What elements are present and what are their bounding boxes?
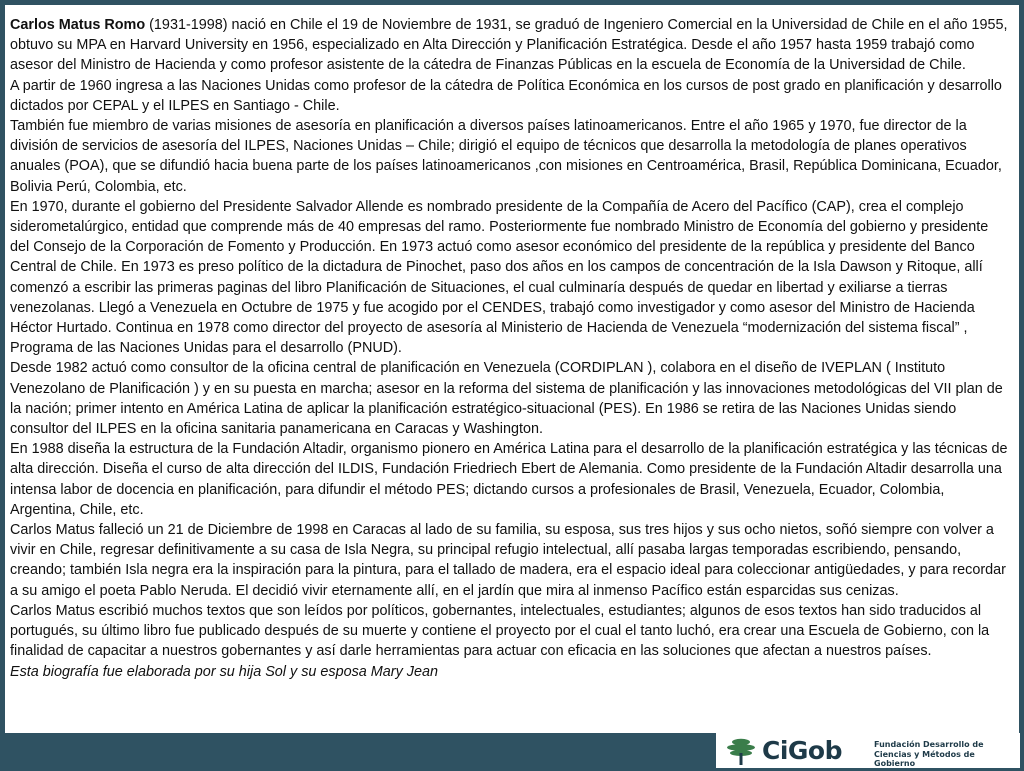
paragraph-altadir: En 1988 diseña la estructura de la Fundación Altadir, organismo pionero en América Latina para el desarrollo de la planificación estratégica y las técnicas de alta dirección. Diseña el curso de alta dirección del ILDIS, Fundación Friedriech Ebert de Alemania. Como presidente de la Fundación Altadir desarrolla una intensa labor de docencia en planificación, para difundir el método PES; dictando cursos a profesionales de Brasil, Venezuela, Ecuador, Colombia, Argentina, Chile, etc. bbox=[10, 441, 1008, 518]
subject-name: Carlos Matus Romo bbox=[10, 17, 146, 33]
paragraph-allende-government: En 1970, durante el gobierno del Presidente Salvador Allende es nombrado presidente de la Compañía de Acero del Pacífico (CAP), crea el complejo siderometalúrgico, entidad que comprende más de 40 empresas del ramo. Posteriormente fue nombrado Ministro de Economía del gobierno y presidente del Consejo de la Corporación de Fomento y Producción. En 1973 actuó como asesor económico del presidente de la república y presidente del Banco Central de Chile. En 1973 es preso político de la dictadura de Pinochet, paso dos años en los campos de concentración de la Isla Dawson y Ritoque, allí comenzó a escribir las primeras paginas del libro Planificación de Situaciones, el cual culminaría después de quedar en libertad y exiliarse a tierras venezolanas. Llegó a Venezuela en Octubre de 1975 y fue acogido por el CENDES, trabajó como investigador y como asesor del Ministro de Hacienda Héctor Hurtado. Continua en 1978 como director del proyecto de asesoría al Ministerio de Hacienda de Venezuela “modernización del sistema fiscal” , Programa de las Naciones Unidas para el desarrollo (PNUD). bbox=[10, 198, 989, 357]
paragraph-legacy: Carlos Matus escribió muchos textos que son leídos por políticos, gobernantes, intelectuales, estudiantes; algunos de esos textos han sido traducidos al portugués, su último libro fue publicado después de su muerte y contiene el proyecto por el cual el tanto luchó, era crear una Escuela de Gobierno, con la finalidad de capacitar a nuestros gobernantes y así darle herramientas para actuar con eficacia en las soluciones que afectan a nuestros países. bbox=[10, 602, 990, 660]
intro-text: (1931-1998) nació en Chile el 19 de Noviembre de 1931, se graduó de Ingeniero Comercial en la Universidad de Chile en el año 1955, obtuvo su MPA en Harvard University en 1956, especializado en Alta Dirección y Planificación Estratégica. Desde el año 1957 hasta 1959 trabajó como asesor del Ministro de Hacienda y como profesor asistente de la cátedra de Finanzas Públicas en la escuela de Economía de la Universidad de Chile. bbox=[10, 17, 1008, 74]
closing-credit: Esta biografía fue elaborada por su hija Sol y su esposa Mary Jean bbox=[10, 663, 438, 680]
paragraph-intro bbox=[10, 15, 1010, 76]
paragraph-united-nations: A partir de 1960 ingresa a las Naciones Unidas como profesor de la cátedra de Política Económica en los cursos de post grado en planificación y desarrollo dictados por CEPAL y el ILPES en Santiago - Chile. bbox=[10, 77, 1002, 114]
paragraph-cordiplan: Desde 1982 actuó como consultor de la oficina central de planificación en Venezuela (CORDIPLAN ), colabora en el diseño de IVEPLAN ( Instituto Venezolano de Planificación ) y en su puesta en marcha; asesor en la reforma del sistema de planificación y las innovaciones metodológicas del VII plan de la nación; primer intento en América Latina de aplicar la planificación estratégico-situacional (PES). En 1986 se retira de las Naciones Unidas siendo consultor del ILPES en la oficina sanitaria panamericana en Caracas y Washington. bbox=[10, 360, 1003, 438]
logo-subtitle-line2: Ciencias y Métodos de Gobierno bbox=[874, 749, 975, 768]
tree-icon bbox=[724, 736, 758, 766]
paragraph-death: Carlos Matus falleció un 21 de Diciembre de 1998 en Caracas al lado de su familia, su esposa, sus tres hijos y sus ocho nietos, soñó siempre con volver a vivir en Chile, regresar definitivamente a su casa de Isla Negra, su principal refugio intelectual, allí pasaba largas temporadas escribiendo, pensando, creando; también Isla negra era la inspiración para la pintura, para el tallado de madera, era el espacio ideal para coleccionar antigüedades, y para recordar a su amigo el poeta Pablo Neruda. El decidió vivir eternamente allí, en el jardín que mira al inmenso Pacífico están esparcidas sus cenizas. bbox=[10, 522, 1006, 599]
biography-text bbox=[10, 15, 1010, 682]
logo-subtitle-line1: Fundación Desarrollo de bbox=[874, 740, 984, 749]
paragraph-missions: También fue miembro de varias misiones de asesoría en planificación a diversos países latinoamericanos. Entre el año 1965 y 1970, fue director de la división de servicios de asesoría del ILPES, Naciones Unidas – Chile; dirigió el equipo de técnicos que desarrolla la metodología de planes operativos anuales (POA), que se difundió hacia buena parte de los países latinoamericanos ,con misiones en Centroamérica, Brasil, República Dominicana, Ecuador, Bolivia Perú, Colombia, etc. bbox=[10, 118, 1002, 195]
slide bbox=[5, 5, 1019, 733]
logo-wordmark: CiGob bbox=[762, 736, 843, 765]
logo-subtitle bbox=[874, 740, 1014, 769]
cigob-logo bbox=[716, 733, 1020, 768]
